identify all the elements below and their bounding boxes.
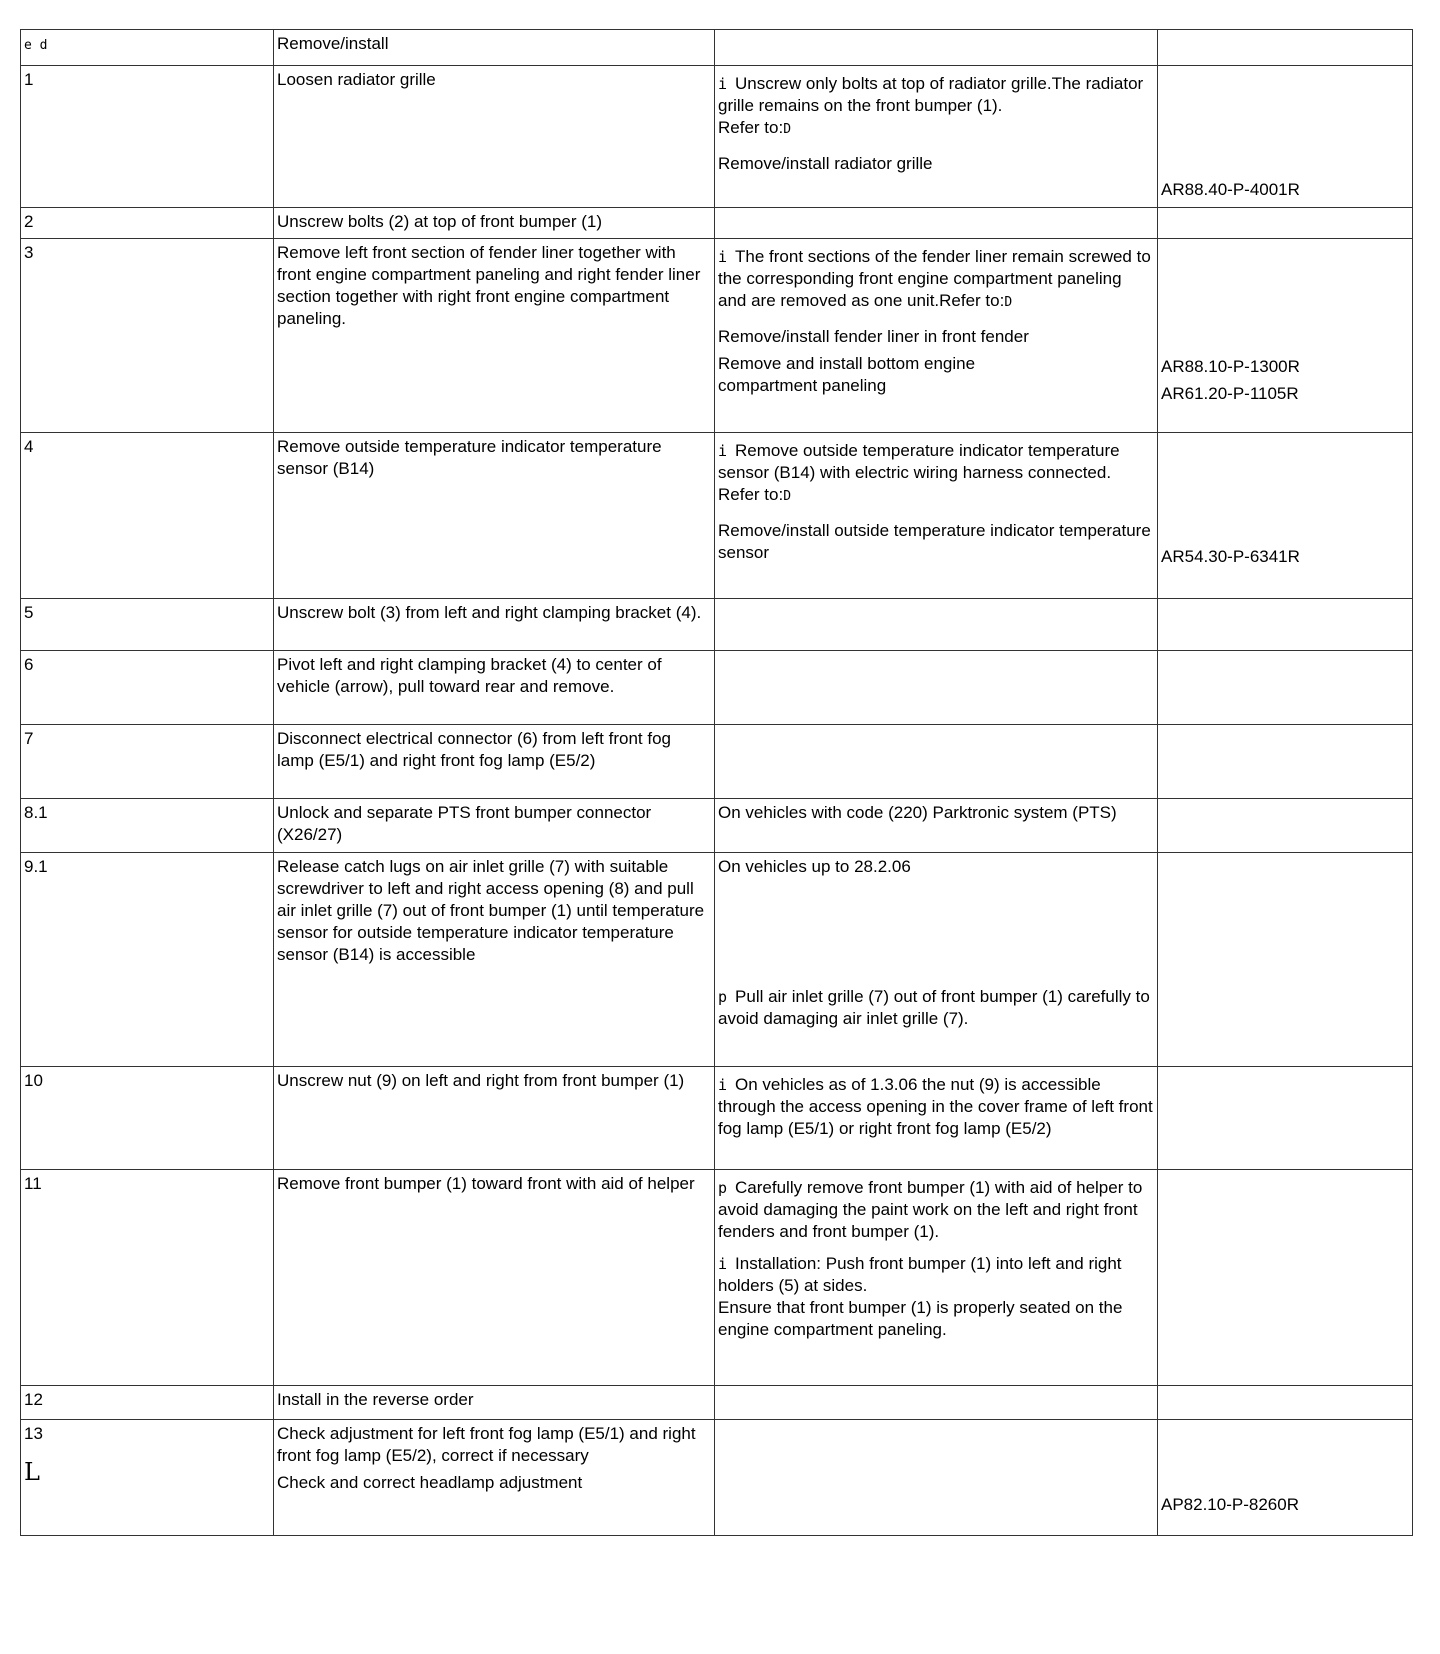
step-notes (715, 433, 1158, 599)
step-number: 6 (21, 651, 274, 725)
step-number: 4 (21, 433, 274, 599)
table-row (21, 725, 1413, 799)
refer-label: Refer to: (718, 485, 784, 504)
step-action (274, 1420, 715, 1536)
note-text: Remove outside temperature indicator temperature sensor (B14) with electric wiring harness connected. (718, 441, 1120, 482)
header-col4 (1158, 30, 1413, 66)
note-text: On vehicles as of 1.3.06 the nut (9) is accessible through the access opening in the cover frame of left front fog lamp (E5/1) or right front fog lamp (E5/2) (718, 1075, 1153, 1138)
document-icon: D (1004, 295, 1013, 310)
table-row (21, 1067, 1413, 1170)
info-icon: i (718, 248, 728, 266)
step-ref-codes (1158, 725, 1413, 799)
step-action: Unlock and separate PTS front bumper connector (X26/27) (274, 799, 715, 853)
table-row (21, 599, 1413, 651)
table-row (21, 651, 1413, 725)
table-row (21, 853, 1413, 1067)
note-text: Installation: Push front bumper (1) into left and right holders (5) at sides. (718, 1254, 1122, 1295)
sub-step-icon: L (24, 1458, 40, 1486)
step-notes (715, 599, 1158, 651)
step-number: 7 (21, 725, 274, 799)
step-number-text: 13 (24, 1424, 43, 1443)
step-action: Install in the reverse order (274, 1386, 715, 1420)
header-col1: e d (21, 30, 274, 66)
step-ref-codes (1158, 651, 1413, 725)
step-ref-codes (1158, 433, 1413, 599)
step-ref-codes (1158, 1420, 1413, 1536)
step-number: 10 (21, 1067, 274, 1170)
step-condition: On vehicles up to 28.2.06 (718, 857, 911, 876)
step-ref-codes (1158, 239, 1413, 433)
sub-step-action: Check and correct headlamp adjustment (277, 1473, 583, 1492)
note-text: Carefully remove front bumper (1) with aid of helper to avoid damaging the paint work on the left and right front fenders and front bumper (1). (718, 1178, 1143, 1241)
step-number: 9.1 (21, 853, 274, 1067)
table-row (21, 433, 1413, 599)
ref-code[interactable]: AR88.10-P-1300R (1161, 357, 1300, 376)
step-action: Unscrew nut (9) on left and right from front bumper (1) (274, 1067, 715, 1170)
ref-link-text[interactable]: Remove and install bottom engine compartment paneling (718, 354, 976, 395)
ref-code[interactable]: AP82.10-P-8260R (1161, 1495, 1299, 1514)
step-action: Pivot left and right clamping bracket (4) to center of vehicle (arrow), pull toward rear and remove. (274, 651, 715, 725)
table-row (21, 799, 1413, 853)
step-notes (715, 853, 1158, 1067)
info-icon: i (718, 1076, 728, 1094)
step-notes (715, 725, 1158, 799)
info-icon: i (718, 1255, 728, 1273)
step-number: 12 (21, 1386, 274, 1420)
info-icon: i (718, 442, 728, 460)
step-notes (715, 1420, 1158, 1536)
table-row (21, 208, 1413, 239)
step-condition: On vehicles with code (220) Parktronic system (PTS) (715, 799, 1158, 853)
step-ref-codes (1158, 853, 1413, 1067)
table-row (21, 66, 1413, 208)
step-notes (715, 1386, 1158, 1420)
table-row (21, 1386, 1413, 1420)
header-col3 (715, 30, 1158, 66)
step-action: Loosen radiator grille (274, 66, 715, 208)
step-action: Remove outside temperature indicator temperature sensor (B14) (274, 433, 715, 599)
note-text: Pull air inlet grille (7) out of front bumper (1) carefully to avoid damaging air inlet grille (7). (718, 987, 1150, 1028)
step-ref-codes (1158, 599, 1413, 651)
document-icon: D (783, 122, 792, 137)
step-action: Unscrew bolts (2) at top of front bumper (1) (274, 208, 715, 239)
step-number: 2 (21, 208, 274, 239)
caution-icon: p (718, 1179, 728, 1197)
step-ref-codes (1158, 799, 1413, 853)
step-action-text: Check adjustment for left front fog lamp (E5/1) and right front fog lamp (E5/2), correct if necessary (277, 1424, 696, 1465)
ref-code[interactable]: AR54.30-P-6341R (1161, 547, 1300, 566)
step-action: Remove front bumper (1) toward front with aid of helper (274, 1170, 715, 1386)
note-text: Ensure that front bumper (1) is properly seated on the engine compartment paneling. (718, 1298, 1123, 1339)
step-number: 11 (21, 1170, 274, 1386)
ref-code[interactable]: AR88.40-P-4001R (1161, 180, 1300, 199)
step-number (21, 1420, 274, 1536)
step-notes (715, 66, 1158, 208)
step-ref-codes (1158, 66, 1413, 208)
caution-icon: p (718, 988, 728, 1006)
step-action: Release catch lugs on air inlet grille (7) with suitable screwdriver to left and right access opening (8) and pull air inlet grille (7) out of front bumper (1) until temperature sensor for outside temperature indicator temperature sensor (B14) is accessible (274, 853, 715, 1067)
ref-code[interactable]: AR61.20-P-1105R (1161, 384, 1299, 403)
step-action: Disconnect electrical connector (6) from left front fog lamp (E5/1) and right front fog lamp (E5/2) (274, 725, 715, 799)
step-notes (715, 1067, 1158, 1170)
header-title: Remove/install (274, 30, 715, 66)
note-text: Unscrew only bolts at top of radiator grille.The radiator grille remains on the front bumper (1). (718, 74, 1144, 115)
note-text: The front sections of the fender liner remain screwed to the corresponding front engine compartment paneling and are removed as one unit.Refer to: (718, 247, 1151, 310)
procedure-table-wrapper (20, 29, 1412, 1536)
step-ref-codes (1158, 1067, 1413, 1170)
step-number: 5 (21, 599, 274, 651)
step-action: Remove left front section of fender liner together with front engine compartment paneling and right fender liner section together with right front engine compartment paneling. (274, 239, 715, 433)
step-action: Unscrew bolt (3) from left and right clamping bracket (4). (274, 599, 715, 651)
step-notes (715, 1170, 1158, 1386)
step-ref-codes (1158, 1386, 1413, 1420)
document-icon: D (783, 489, 792, 504)
refer-label: Refer to: (718, 118, 784, 137)
table-header-row (21, 30, 1413, 66)
procedure-table (20, 29, 1413, 1536)
step-notes (715, 651, 1158, 725)
table-row (21, 239, 1413, 433)
ref-link-text[interactable]: Remove/install fender liner in front fender (718, 327, 1029, 346)
step-ref-codes (1158, 1170, 1413, 1386)
info-icon: i (718, 75, 728, 93)
table-row (21, 1420, 1413, 1536)
step-notes (715, 239, 1158, 433)
step-ref-codes (1158, 208, 1413, 239)
table-row (21, 1170, 1413, 1386)
ref-link-text[interactable]: Remove/install outside temperature indicator temperature sensor (718, 521, 1151, 562)
step-number: 1 (21, 66, 274, 208)
step-number: 3 (21, 239, 274, 433)
step-notes (715, 208, 1158, 239)
step-number: 8.1 (21, 799, 274, 853)
ref-link-text[interactable]: Remove/install radiator grille (718, 154, 933, 173)
